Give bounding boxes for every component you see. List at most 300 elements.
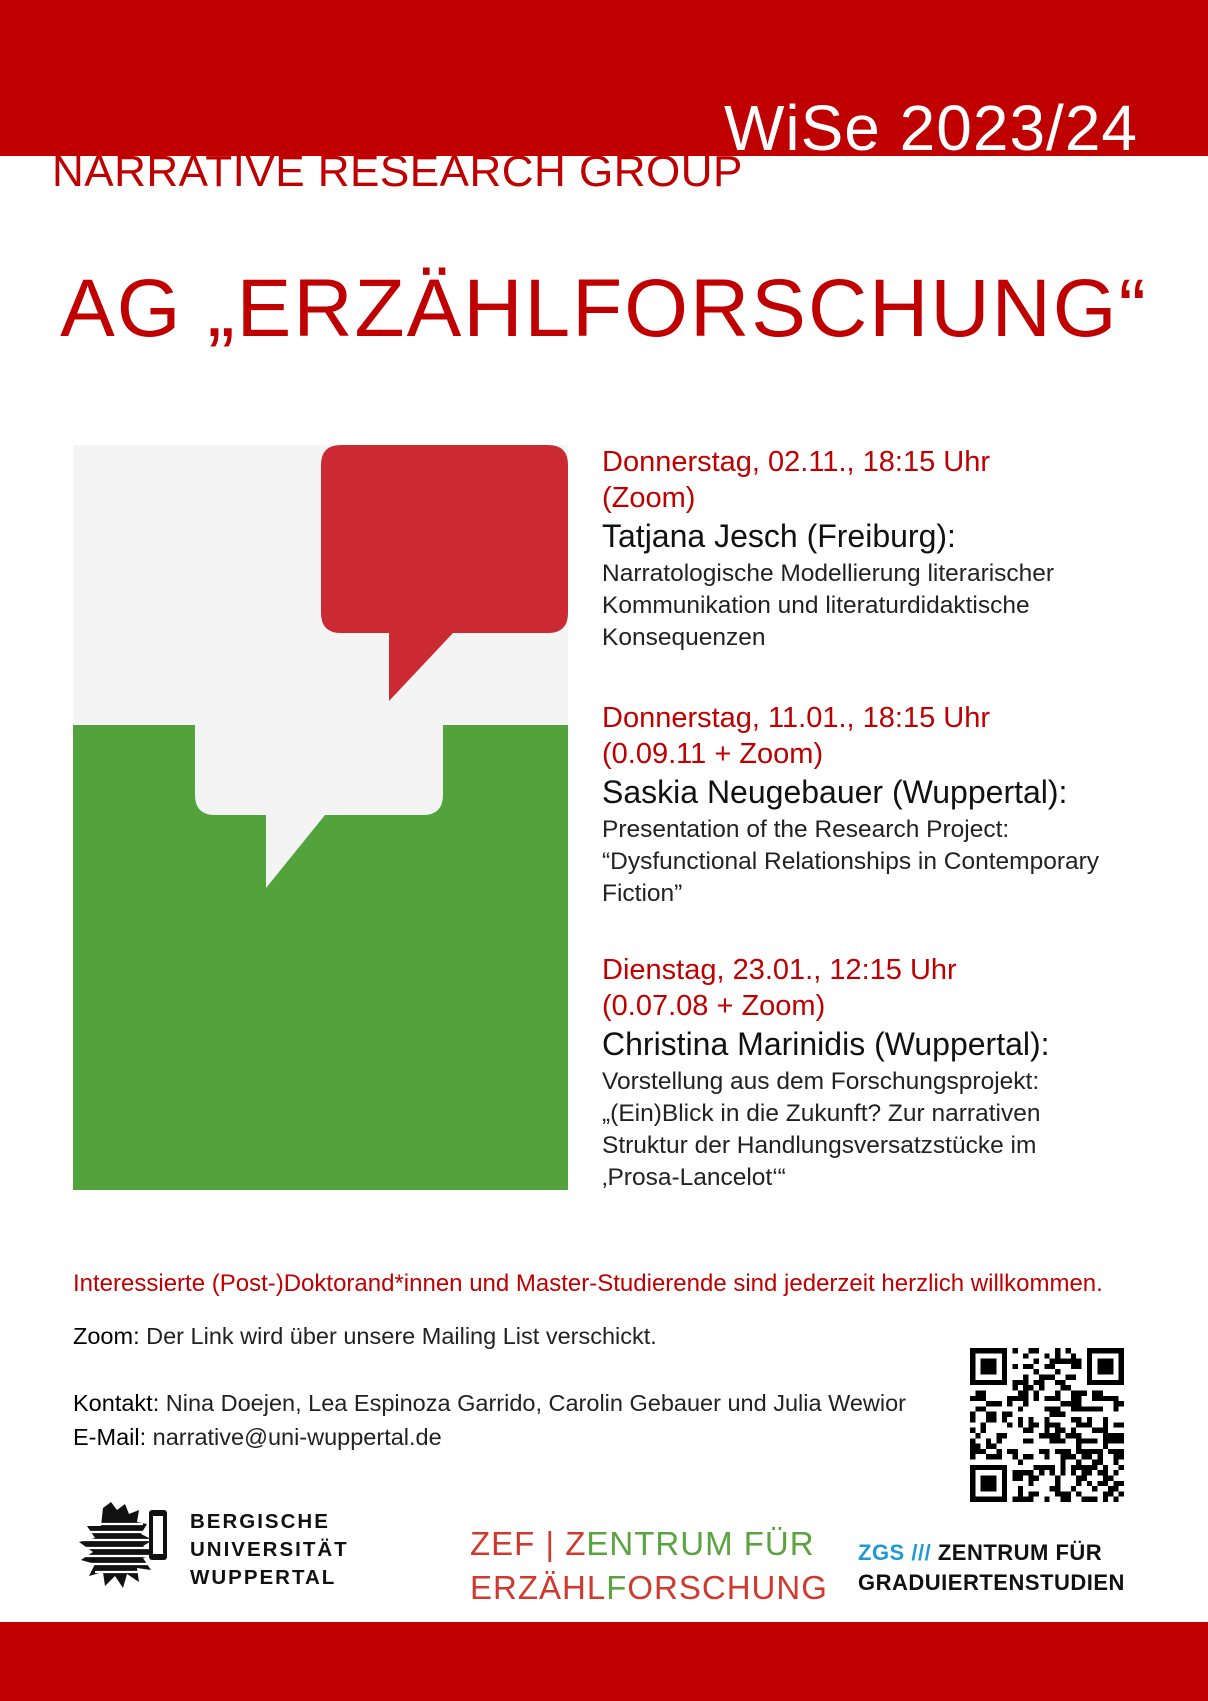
qr-module [1103,1422,1108,1427]
qr-module [970,1481,975,1486]
qr-module [1050,1359,1055,1364]
qr-module [1060,1460,1065,1465]
qr-module [1050,1412,1055,1417]
qr-module [981,1449,986,1454]
event-topic [602,814,1162,910]
qr-module [1082,1422,1087,1427]
qr-module [1103,1396,1108,1401]
qr-module [1044,1406,1049,1411]
qr-module [1082,1449,1087,1454]
qr-module [1055,1486,1060,1491]
qr-module [997,1348,1002,1353]
qr-module [1076,1364,1081,1369]
qr-code-icon[interactable] [970,1348,1124,1502]
buw-logo [73,1502,373,1598]
topic-line: Presentation of the Research Project: [602,816,1010,843]
qr-module [1108,1348,1113,1353]
topic-line: Narratologische Modellierung literarischer [602,560,1055,587]
qr-module [1012,1475,1017,1480]
qr-module [1087,1375,1092,1380]
zgs-slashes: /// [911,1540,932,1565]
qr-module [986,1465,991,1470]
qr-module [1034,1390,1039,1395]
qr-module [1018,1406,1023,1411]
qr-module [991,1444,996,1449]
qr-module [1028,1438,1033,1443]
qr-module [1108,1364,1113,1369]
qr-module [1012,1449,1017,1454]
qr-module [1028,1497,1033,1502]
zef-erzaehl: ERZÄHL [470,1569,607,1606]
qr-module [1087,1380,1092,1385]
qr-module [1092,1428,1097,1433]
qr-module [986,1481,991,1486]
qr-module [1066,1491,1071,1496]
qr-module [1092,1396,1097,1401]
zgs-logo [858,1538,1125,1598]
email-link[interactable]: narrative@uni-wuppertal.de [152,1424,442,1450]
qr-module [1113,1481,1118,1486]
qr-module [975,1433,980,1438]
qr-module [1103,1470,1108,1475]
qr-module [1028,1364,1033,1369]
qr-module [1076,1359,1081,1364]
qr-module [1034,1348,1039,1353]
qr-module [1076,1417,1081,1422]
qr-module [1092,1460,1097,1465]
qr-module [1108,1438,1113,1443]
qr-module [1039,1375,1044,1380]
qr-module [1119,1465,1124,1470]
qr-module [991,1481,996,1486]
qr-module [981,1369,986,1374]
qr-module [1002,1380,1007,1385]
qr-module [1055,1475,1060,1480]
qr-module [1002,1475,1007,1480]
qr-module [1087,1465,1092,1470]
qr-module [1108,1449,1113,1454]
qr-module [1087,1497,1092,1502]
qr-module [1076,1444,1081,1449]
zgs-zentrum: ZENTRUM FÜR [937,1540,1103,1565]
qr-module [1044,1497,1049,1502]
qr-module [1087,1364,1092,1369]
qr-module [1055,1348,1060,1353]
qr-module [1039,1385,1044,1390]
qr-module [1097,1390,1102,1395]
email-info [73,1421,442,1453]
qr-module [1028,1491,1033,1496]
qr-module [1060,1465,1065,1470]
zoom-label: Zoom: [73,1323,140,1349]
event-date: Donnerstag, 02.11., 18:15 Uhr [602,446,990,478]
qr-module [986,1475,991,1480]
qr-module [1018,1422,1023,1427]
qr-module [1113,1438,1118,1443]
qr-module [1034,1380,1039,1385]
qr-module [1060,1401,1065,1406]
qr-module [970,1396,975,1401]
qr-module [981,1465,986,1470]
qr-module [1071,1406,1076,1411]
qr-module [1108,1380,1113,1385]
qr-module [1087,1481,1092,1486]
qr-module [1076,1449,1081,1454]
qr-module [1097,1481,1102,1486]
qr-module [1055,1481,1060,1486]
event-date: Donnerstag, 11.01., 18:15 Uhr [602,702,990,734]
qr-module [1113,1406,1118,1411]
event-location: (0.09.11 + Zoom) [602,738,824,770]
qr-module [1028,1422,1033,1427]
qr-module [1071,1401,1076,1406]
qr-module [1028,1475,1033,1480]
qr-module [1002,1364,1007,1369]
qr-module [1076,1465,1081,1470]
qr-module [1097,1348,1102,1353]
qr-module [1044,1433,1049,1438]
qr-module [991,1465,996,1470]
qr-module [1055,1438,1060,1443]
qr-module [1097,1359,1102,1364]
qr-module [1119,1364,1124,1369]
qr-module [986,1359,991,1364]
qr-module [981,1428,986,1433]
qr-module [1092,1497,1097,1502]
qr-module [1082,1470,1087,1475]
qr-module [997,1454,1002,1459]
event-location: (0.07.08 + Zoom) [602,990,826,1022]
qr-module [1066,1401,1071,1406]
contact-label: Kontakt: [73,1390,160,1416]
topic-line: Struktur der Handlungsversatzstücke im [602,1132,1037,1159]
zgs-abbr: ZGS [858,1540,905,1565]
email-label: E-Mail: [73,1424,147,1450]
qr-module [991,1417,996,1422]
qr-module [1023,1364,1028,1369]
qr-module [1087,1359,1092,1364]
qr-module [970,1475,975,1480]
topic-line: “Dysfunctional Relationships in Contemporary [602,848,1100,875]
qr-module [1023,1396,1028,1401]
qr-module [1060,1497,1065,1502]
qr-module [1018,1380,1023,1385]
qr-module [975,1449,980,1454]
qr-module [1097,1406,1102,1411]
qr-module [1108,1486,1113,1491]
qr-module [1076,1390,1081,1395]
qr-module [1028,1428,1033,1433]
qr-module [1066,1449,1071,1454]
qr-module [1113,1454,1118,1459]
qr-module [991,1380,996,1385]
qr-module [1103,1444,1108,1449]
qr-module [1023,1454,1028,1459]
qr-module [1071,1454,1076,1459]
topic-line: Fiction” [602,880,683,907]
qr-module [970,1364,975,1369]
qr-module [1055,1390,1060,1395]
qr-module [1076,1481,1081,1486]
qr-module [1055,1412,1060,1417]
qr-module [1119,1422,1124,1427]
qr-module [1071,1465,1076,1470]
bottom-red-band [0,1622,1208,1701]
qr-module [991,1401,996,1406]
qr-module [1050,1470,1055,1475]
qr-module [986,1369,991,1374]
qr-module [1023,1438,1028,1443]
qr-module [986,1348,991,1353]
qr-module [1113,1460,1118,1465]
qr-module [1092,1390,1097,1395]
qr-module [1044,1396,1049,1401]
qr-module [1076,1460,1081,1465]
qr-module [981,1359,986,1364]
qr-module [1092,1465,1097,1470]
qr-module [1082,1497,1087,1502]
qr-module [986,1454,991,1459]
qr-module [1012,1348,1017,1353]
qr-module [1097,1396,1102,1401]
qr-module [1097,1454,1102,1459]
topic-line: Konsequenzen [602,624,766,651]
qr-module [1082,1465,1087,1470]
qr-module [1055,1422,1060,1427]
qr-module [997,1401,1002,1406]
qr-module [1018,1475,1023,1480]
qr-module [991,1348,996,1353]
qr-module [1034,1422,1039,1427]
qr-module [997,1465,1002,1470]
qr-module [1012,1385,1017,1390]
qr-module [1092,1486,1097,1491]
qr-module [1113,1497,1118,1502]
qr-module [1087,1438,1092,1443]
qr-module [1087,1454,1092,1459]
qr-module [1023,1428,1028,1433]
qr-module [1050,1438,1055,1443]
qr-module [1023,1497,1028,1502]
qr-module [1087,1353,1092,1358]
qr-module [1087,1470,1092,1475]
qr-module [1119,1481,1124,1486]
qr-module [1092,1438,1097,1443]
qr-module [1087,1406,1092,1411]
qr-module [1066,1359,1071,1364]
qr-module [1055,1396,1060,1401]
event-speaker: Saskia Neugebauer (Wuppertal): [602,774,1068,810]
qr-module [970,1438,975,1443]
qr-module [1119,1438,1124,1443]
qr-module [1103,1475,1108,1480]
qr-module [1071,1396,1076,1401]
qr-module [1044,1375,1049,1380]
qr-module [1007,1422,1012,1427]
qr-module [1076,1438,1081,1443]
qr-module [1113,1449,1118,1454]
qr-module [970,1375,975,1380]
qr-module [970,1497,975,1502]
qr-module [986,1417,991,1422]
zoom-text: Der Link wird über unsere Mailing List verschickt. [146,1323,657,1349]
qr-module [1119,1433,1124,1438]
qr-module [970,1444,975,1449]
qr-module [1034,1491,1039,1496]
qr-module [1018,1486,1023,1491]
qr-module [1082,1406,1087,1411]
qr-module [975,1465,980,1470]
qr-module [991,1369,996,1374]
buw-line: BERGISCHE [190,1510,330,1533]
qr-module [1007,1412,1012,1417]
qr-module [1002,1417,1007,1422]
qr-module [1055,1380,1060,1385]
qr-module [1113,1396,1118,1401]
qr-module [1050,1465,1055,1470]
qr-module [1055,1428,1060,1433]
qr-module [1060,1428,1065,1433]
qr-module [1002,1481,1007,1486]
qr-module [1060,1449,1065,1454]
qr-module [1103,1369,1108,1374]
qr-module [970,1491,975,1496]
qr-module [1039,1433,1044,1438]
qr-module [1108,1396,1113,1401]
qr-module [1076,1433,1081,1438]
qr-module [1087,1449,1092,1454]
qr-module [975,1396,980,1401]
qr-module [991,1486,996,1491]
qr-module [1002,1465,1007,1470]
qr-module [991,1412,996,1417]
qr-module [975,1348,980,1353]
qr-module [1002,1375,1007,1380]
qr-module [1082,1438,1087,1443]
qr-module [1028,1348,1033,1353]
qr-module [1018,1460,1023,1465]
qr-module [981,1497,986,1502]
qr-module [1028,1417,1033,1422]
qr-module [975,1444,980,1449]
qr-module [997,1449,1002,1454]
buw-line: WUPPERTAL [190,1566,337,1589]
qr-module [1007,1401,1012,1406]
qr-module [1066,1497,1071,1502]
qr-module [1044,1353,1049,1358]
qr-module [1071,1428,1076,1433]
qr-module [1076,1406,1081,1411]
qr-module [1060,1385,1065,1390]
qr-module [1092,1449,1097,1454]
qr-module [1018,1470,1023,1475]
qr-module [1066,1375,1071,1380]
qr-module [1002,1353,1007,1358]
event-2 [602,700,1162,910]
zef-f: F [606,1569,628,1606]
qr-module [1103,1491,1108,1496]
qr-module [981,1380,986,1385]
qr-module [970,1486,975,1491]
qr-module [1076,1401,1081,1406]
qr-module [970,1359,975,1364]
qr-module [1002,1486,1007,1491]
qr-module [1087,1422,1092,1427]
qr-module [1108,1433,1113,1438]
topic-line: Kommunikation und literaturdidaktische [602,592,1030,619]
qr-module [1002,1470,1007,1475]
qr-module [1119,1359,1124,1364]
qr-module [1002,1433,1007,1438]
qr-module [986,1497,991,1502]
zef-line-2 [470,1566,828,1610]
qr-module [1039,1449,1044,1454]
event-location: (Zoom) [602,482,696,514]
qr-module [1028,1385,1033,1390]
qr-module [970,1380,975,1385]
qr-module [991,1497,996,1502]
qr-module [1103,1428,1108,1433]
zef-logo [470,1522,828,1610]
zgs-line-1 [858,1538,1125,1568]
qr-module [1087,1369,1092,1374]
qr-module [981,1396,986,1401]
qr-module [1113,1433,1118,1438]
qr-module [1113,1422,1118,1427]
qr-module [986,1412,991,1417]
qr-module [1108,1359,1113,1364]
qr-module [975,1497,980,1502]
qr-module [1113,1470,1118,1475]
qr-module [1023,1380,1028,1385]
qr-module [1012,1396,1017,1401]
qr-module [1071,1470,1076,1475]
qr-module [1119,1491,1124,1496]
qr-module [1097,1380,1102,1385]
qr-module [1044,1422,1049,1427]
qr-module [1055,1353,1060,1358]
qr-module [1097,1369,1102,1374]
qr-module [991,1454,996,1459]
qr-module [970,1449,975,1454]
qr-module [981,1406,986,1411]
qr-module [981,1422,986,1427]
qr-module [1066,1433,1071,1438]
qr-module [1039,1380,1044,1385]
qr-module [1103,1364,1108,1369]
qr-module [1002,1497,1007,1502]
qr-module [970,1417,975,1422]
qr-module [1119,1353,1124,1358]
qr-module [1082,1454,1087,1459]
qr-module [1113,1401,1118,1406]
qr-module [1055,1369,1060,1374]
qr-module [1060,1438,1065,1443]
qr-module [1071,1364,1076,1369]
zef-zentrum: ENTRUM FÜR [586,1525,815,1562]
page-title: AG „ERZÄHLFORSCHUNG“ [60,263,1148,354]
qr-module [1023,1401,1028,1406]
zef-z: Z [565,1525,587,1562]
qr-module [1119,1454,1124,1459]
qr-module [1018,1497,1023,1502]
qr-module [1018,1491,1023,1496]
welcome-text: Interessierte (Post-)Doktorand*innen und Master-Studierende sind jederzeit herzlich willkommen. [73,1270,1103,1297]
qr-module [981,1475,986,1480]
qr-module [1012,1497,1017,1502]
qr-module [1018,1390,1023,1395]
qr-module [975,1390,980,1395]
